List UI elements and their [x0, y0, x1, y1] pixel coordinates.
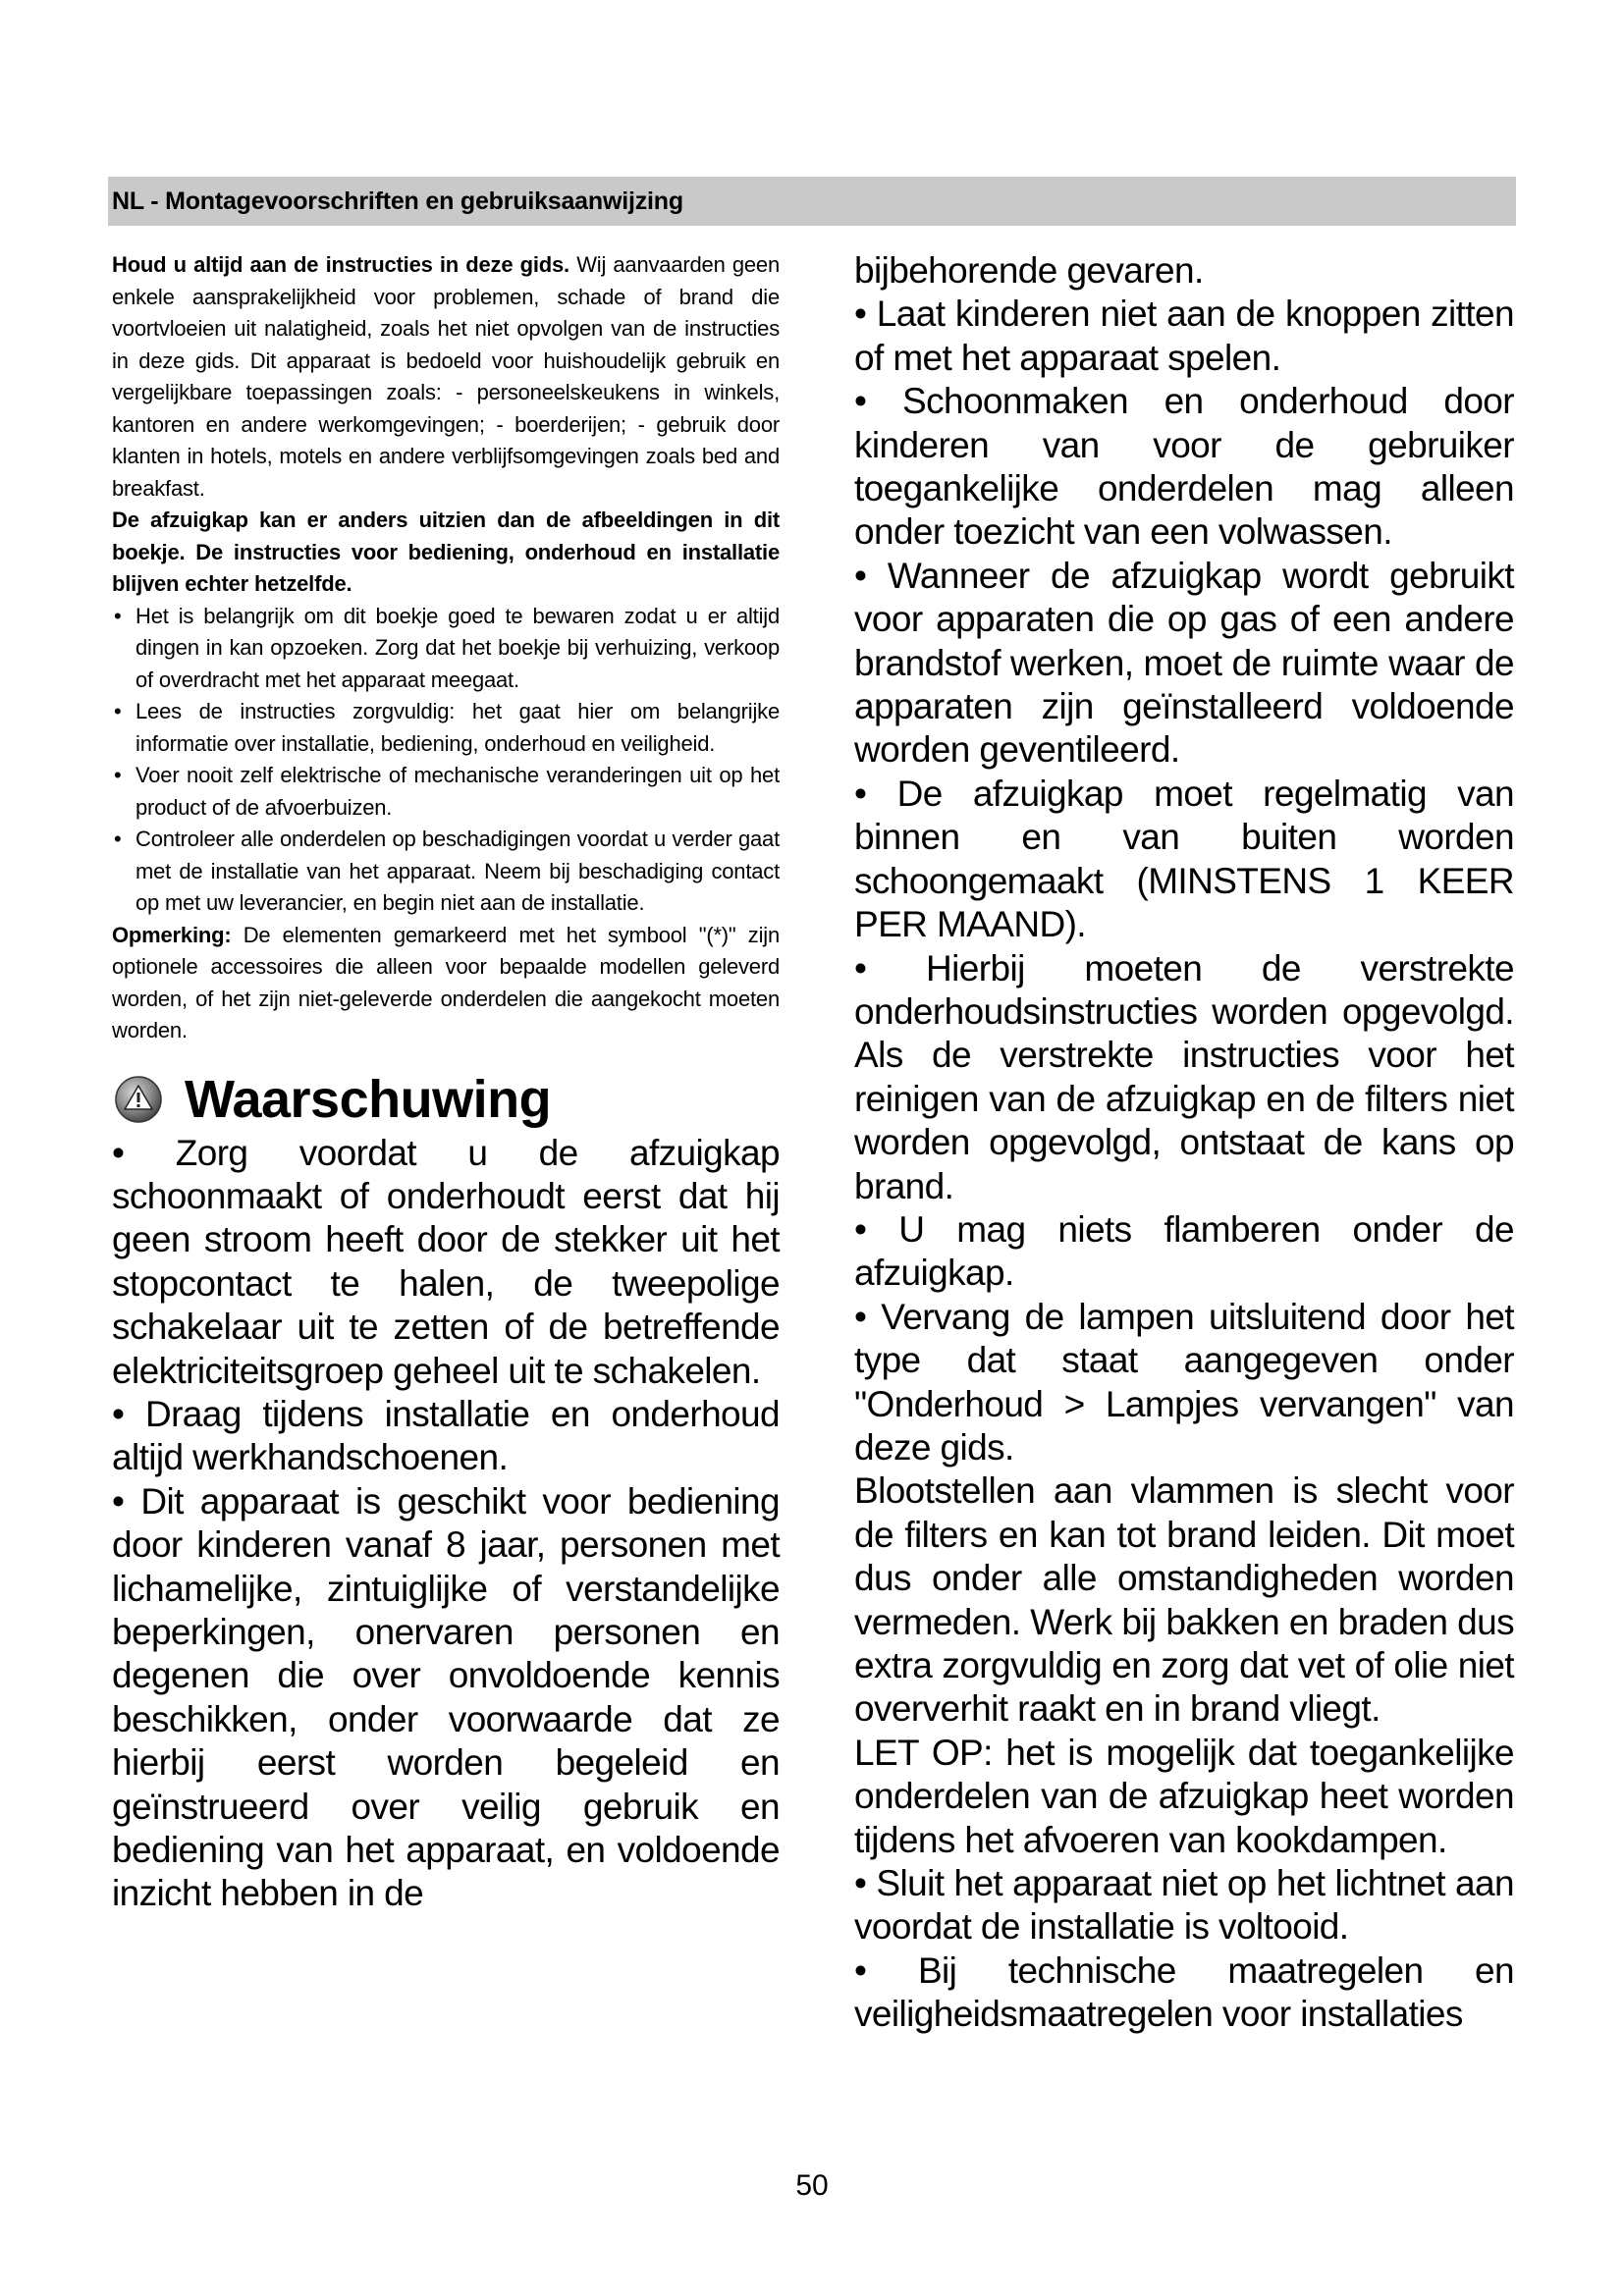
warning-paragraph: • De afzuigkap moet regelmatig van binnen en van buiten worden schoongemaakt (MINSTENS 1 KEER PER MAAND).	[854, 773, 1514, 945]
warning-paragraph: • Bij technische maatregelen en veiligheidsmaatregelen voor installaties	[854, 1949, 1514, 2035]
warning-paragraph: • U mag niets flamberen onder de afzuigkap.	[854, 1208, 1514, 1294]
warning-paragraph: • Dit apparaat is geschikt voor bediening door kinderen vanaf 8 jaar, personen met lichamelijke, zintuiglijke of verstandelijke beperkingen, onervaren personen en degenen die over onvoldoende kennis beschikken, onder voorwaarde dat ze hierbij eerst worden begeleid en geïnstrueerd over veilig gebruik en bediening van het apparaat, en voldoende inzicht hebben in de	[112, 1480, 780, 1914]
warning-paragraph: • Sluit het apparaat niet op het lichtnet aan voordat de installatie is voltooid.	[854, 1863, 1514, 1948]
warning-icon	[114, 1075, 163, 1124]
bullet-icon: •	[114, 699, 122, 723]
warning-paragraph: Blootstellen aan vlammen is slecht voor de filters en kan tot brand leiden. Dit moet dus onder alle omstandigheden worden vermeden. Werk bij bakken en braden dus extra zorgvuldig en zorg dat vet of olie niet oververhit raakt en in brand vliegt.	[854, 1470, 1514, 1730]
intro-text: Wij aanvaarden geen enkele aansprakelijkheid voor problemen, schade of brand die voortvloeien uit nalatigheid, zoals het niet opvolgen van de instructies in deze gids. Dit apparaat is bedoeld voor huishoudelijk gebruik en vergelijkbare toepassingen zoals: - personeelskeukens in winkels, kantoren en andere werkomgevingen; - boerderijen; - gebruik door klanten in hotels, motels en andere verblijfsomgevingen zoals bed and breakfast.	[112, 252, 780, 501]
warning-paragraph: • Draag tijdens installatie en onderhoud altijd werkhandschoenen.	[112, 1393, 780, 1478]
warning-heading	[112, 1067, 780, 1132]
note-paragraph	[112, 920, 780, 1047]
warning-paragraph: • Laat kinderen niet aan de knoppen zitten of met het apparaat spelen.	[854, 294, 1514, 378]
warning-paragraph: • Zorg voordat u de afzuigkap schoonmaakt of onderhoudt eerst dat hij geen stroom heeft door de stekker uit het stopcontact te halen, de tweepolige schakelaar uit te zetten of de betreffende elektriciteitsgroep geheel uit te schakelen.	[112, 1132, 780, 1391]
right-column	[854, 249, 1514, 2037]
list-item: • Controleer alle onderdelen op beschadigingen voordat u verder gaat met de installatie van het apparaat. Neem bij beschadiging contact op met uw leverancier, en begin niet aan de installatie.	[112, 824, 780, 920]
left-column	[112, 249, 780, 1916]
list-item: • Lees de instructies zorgvuldig: het gaat hier om belangrijke informatie over installatie, bediening, onderhoud en veiligheid.	[112, 696, 780, 760]
section-header: NL - Montagevoorschriften en gebruiksaanwijzing	[108, 177, 1516, 226]
bullet-icon: •	[114, 763, 122, 787]
bullet-icon: •	[114, 827, 122, 851]
bullet-icon: •	[114, 603, 122, 628]
warning-paragraph: LET OP: het is mogelijk dat toegankelijke onderdelen van de afzuigkap heet worden tijdens het afvoeren van kookdampen.	[854, 1732, 1514, 1860]
list-item: • Voer nooit zelf elektrische of mechanische veranderingen uit op het product of de afvoerbuizen.	[112, 760, 780, 824]
warning-paragraph: bijbehorende gevaren.	[854, 250, 1204, 291]
intro-paragraph	[112, 249, 780, 505]
intro-bold-lead: Houd u altijd aan de instructies in deze gids.	[112, 252, 569, 277]
warning-title: Waarschuwing	[185, 1069, 552, 1129]
warning-paragraph: • Wanneer de afzuigkap wordt gebruikt voor apparaten die op gas of een andere brandstof werken, moet de ruimte waar de apparaten zijn geïnstalleerd voldoende worden geventileerd.	[854, 555, 1514, 771]
warning-paragraph: • Hierbij moeten de verstrekte onderhoudsinstructies worden opgevolgd. Als de verstrekte instructies voor het reinigen van de afzuigkap en de filters niet worden opgevolgd, ontstaat de kans op brand.	[854, 947, 1514, 1206]
warning-paragraph: • Vervang de lampen uitsluitend door het type dat staat aangegeven onder "Onderhoud > Lampjes vervangen" van deze gids.	[854, 1296, 1514, 1468]
warning-paragraph: • Schoonmaken en onderhoud door kinderen van voor de gebruiker toegankelijke onderdelen mag alleen onder toezicht van een volwassen.	[854, 381, 1514, 553]
intro-bold-note: De afzuigkap kan er anders uitzien dan de afbeeldingen in dit boekje. De instructies voor bediening, onderhoud en installatie blijven echter hetzelfde.	[112, 507, 780, 596]
note-label: Opmerking:	[112, 922, 232, 947]
instruction-list	[112, 601, 780, 920]
note-text: De elementen gemarkeerd met het symbool "(*)" zijn optionele accessoires die alleen voor bepaalde modellen geleverd worden, of het zijn niet-geleverde onderdelen die aangekocht moeten worden.	[112, 922, 780, 1042]
list-item: • Het is belangrijk om dit boekje goed te bewaren zodat u er altijd dingen in kan opzoeken. Zorg dat het boekje bij verhuizing, verkoop of overdracht met het apparaat meegaat.	[112, 601, 780, 697]
page-number: 50	[795, 2169, 829, 2202]
